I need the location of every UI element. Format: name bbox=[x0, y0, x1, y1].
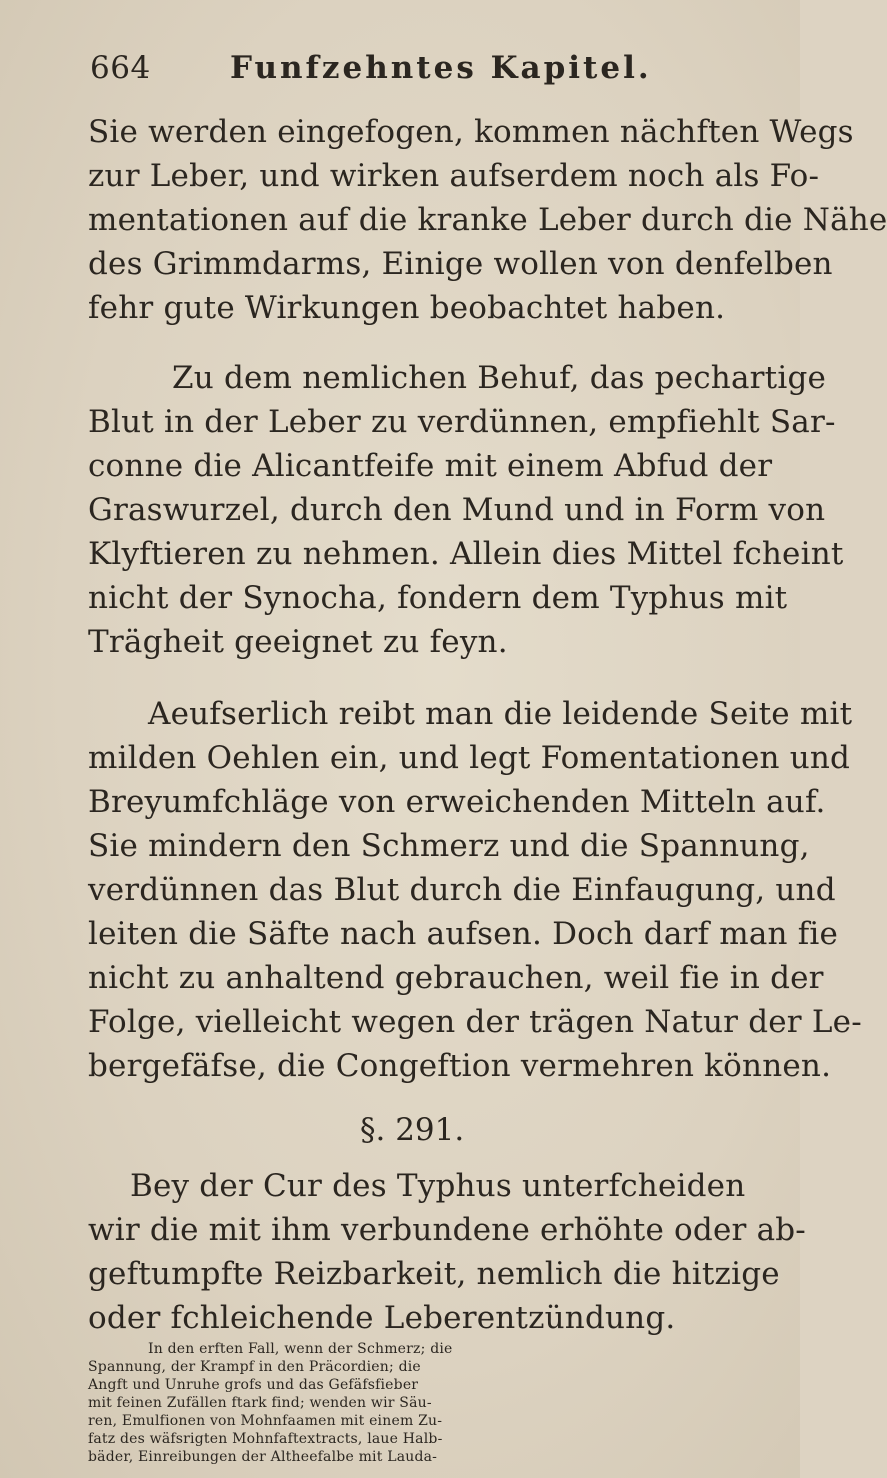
text-line: Spannung, der Krampf in den Präcordien; die bbox=[88, 1359, 421, 1375]
text-line: Trägheit geeignet zu feyn. bbox=[88, 624, 508, 660]
text-line: milden Oehlen ein, und legt Fomentationen und bbox=[88, 740, 851, 776]
text-line: nicht zu anhaltend gebrauchen, weil fie in der bbox=[88, 960, 824, 996]
text-line: verdünnen das Blut durch die Einfaugung, und bbox=[88, 872, 836, 908]
text-line: fehr gute Wirkungen beobachtet haben. bbox=[88, 290, 726, 326]
text-line: fatz des wäfsrigten Mohnfaftextracts, laue Halb- bbox=[88, 1431, 443, 1447]
text-line: mit feinen Zufällen ftark find; wenden wir Säu- bbox=[88, 1395, 432, 1411]
text-line: bergefäfse, die Congeftion vermehren können. bbox=[88, 1048, 832, 1084]
text-line: Sie mindern den Schmerz und die Spannung, bbox=[88, 828, 810, 864]
text-line: Angft und Unruhe grofs und das Gefäfsfieber bbox=[88, 1377, 419, 1393]
text-line: Aeufserlich reibt man die leidende Seite mit bbox=[148, 696, 853, 732]
text-line: ren, Emulfionen von Mohnfaamen mit einem Zu- bbox=[88, 1413, 443, 1429]
text-line: In den erften Fall, wenn der Schmerz; die bbox=[148, 1341, 453, 1357]
text-line: Klyftieren zu nehmen. Allein dies Mittel fcheint bbox=[88, 536, 844, 572]
text-line: Zu dem nemlichen Behuf, das pechartige bbox=[172, 360, 827, 396]
text-line: leiten die Säfte nach aufsen. Doch darf man fie bbox=[88, 916, 839, 952]
text-line: Bey der Cur des Typhus unterfcheiden bbox=[130, 1168, 746, 1204]
text-line: oder fchleichende Leberentzündung. bbox=[88, 1300, 676, 1336]
text-line: zur Leber, und wirken aufserdem noch als Fo- bbox=[88, 158, 820, 194]
text-line: Graswurzel, durch den Mund und in Form von bbox=[88, 492, 826, 528]
text-line: Sie werden eingefogen, kommen nächften Wegs bbox=[88, 114, 854, 150]
text-line: bäder, Einreibungen der Altheefalbe mit Lauda- bbox=[88, 1449, 438, 1465]
text-line: Blut in der Leber zu verdünnen, empfiehlt Sar- bbox=[88, 404, 836, 440]
running-title: Funfzehntes Kapitel. bbox=[230, 50, 652, 86]
text-line: geftumpfte Reizbarkeit, nemlich die hitzige bbox=[88, 1256, 780, 1292]
text-line: des Grimmdarms, Einige wollen von denfelben bbox=[88, 246, 833, 282]
text-line: mentationen auf die kranke Leber durch die Nähe bbox=[88, 202, 887, 238]
text-line: nicht der Synocha, fondern dem Typhus mit bbox=[88, 580, 788, 616]
text-line: Folge, vielleicht wegen der trägen Natur der Le- bbox=[88, 1004, 862, 1040]
section-number: §. 291. bbox=[360, 1112, 465, 1148]
text-line: Breyumfchläge von erweichenden Mitteln auf. bbox=[88, 784, 826, 820]
page-number: 664 bbox=[90, 50, 151, 86]
text-line: conne die Alicantfeife mit einem Abfud der bbox=[88, 448, 773, 484]
text-line: wir die mit ihm verbundene erhöhte oder ab- bbox=[88, 1212, 806, 1248]
page-header bbox=[90, 50, 750, 100]
